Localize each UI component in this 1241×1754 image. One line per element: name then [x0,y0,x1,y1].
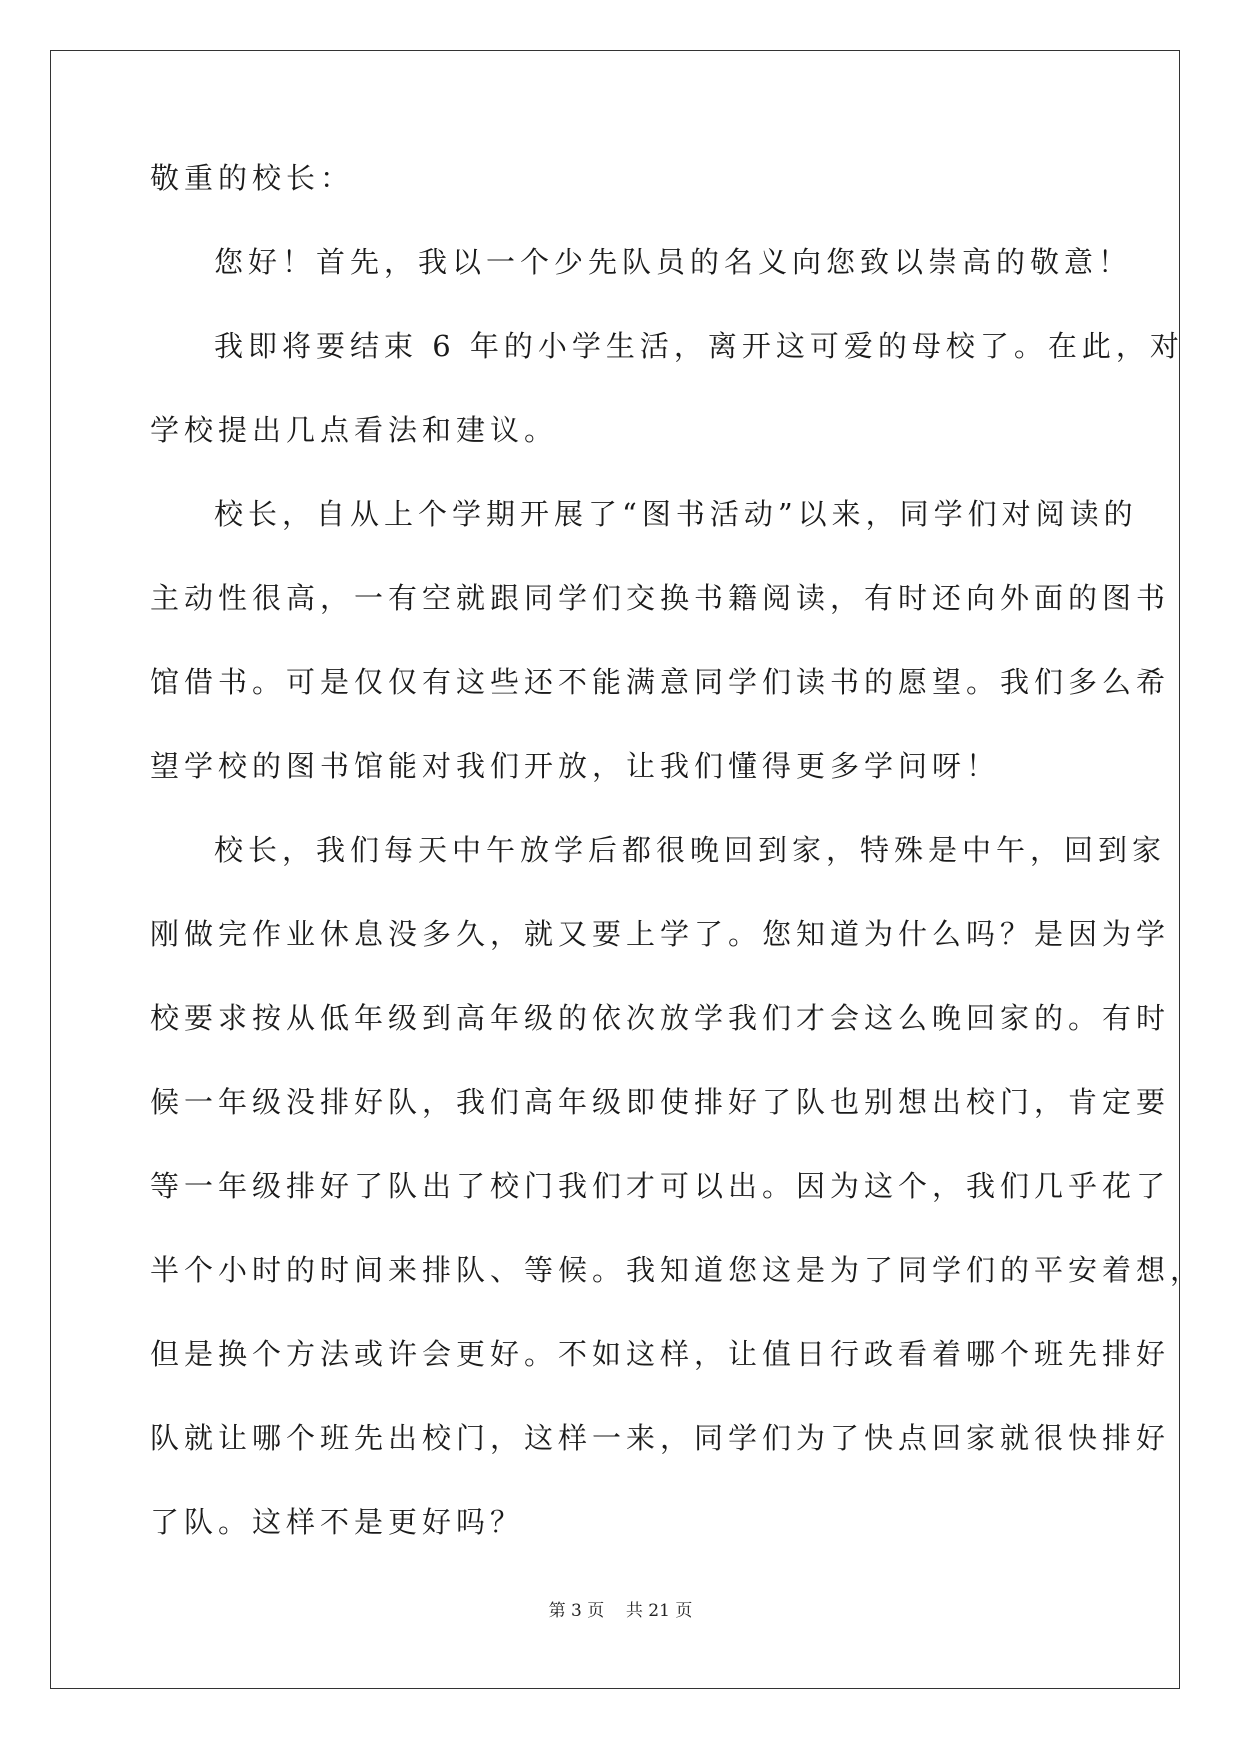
paragraph-line: 您好！首先，我以一个少先队员的名义向您致以崇高的敬意！ [214,245,1133,279]
paragraph-line: 候一年级没排好队，我们高年级即使排好了队也别想出校门，肯定要 [150,1085,1171,1119]
paragraph-line: 队就让哪个班先出校门，这样一来，同学们为了快点回家就很快排好 [150,1421,1171,1455]
paragraph-line: 刚做完作业休息没多久，就又要上学了。您知道为什么吗？是因为学 [150,917,1171,951]
paragraph-line: 学校提出几点看法和建议。 [150,413,559,447]
paragraph-line: 望学校的图书馆能对我们开放，让我们懂得更多学问呀！ [150,749,1001,783]
document-body [150,158,1205,1586]
paragraph-line: 但是换个方法或许会更好。不如这样，让值日行政看着哪个班先排好 [150,1337,1171,1371]
page-footer [0,1596,1241,1621]
paragraph-line: 校长，自从上个学期开展了“图书活动”以来，同学们对阅读的 [214,497,1138,531]
paragraph-line: 我即将要结束 6 年的小学生活，离开这可爱的母校了。在此，对 [214,329,1184,363]
paragraph-line: 半个小时的时间来排队、等候。我知道您这是为了同学们的平安着想， [150,1253,1205,1287]
paragraph-line: 主动性很高，一有空就跟同学们交换书籍阅读，有时还向外面的图书 [150,581,1171,615]
paragraph-line: 了队。这样不是更好吗？ [150,1505,525,1539]
page-total: 共 21 页 [625,1601,693,1621]
paragraph-line: 校长，我们每天中午放学后都很晚回到家，特殊是中午，回到家 [214,833,1167,867]
paragraph-line: 等一年级排好了队出了校门我们才可以出。因为这个，我们几乎花了 [150,1169,1171,1203]
paragraph-line: 馆借书。可是仅仅有这些还不能满意同学们读书的愿望。我们多么希 [150,665,1171,699]
salutation-line: 敬重的校长： [150,161,355,195]
page-number: 第 3 页 [548,1601,605,1621]
paragraph-line: 校要求按从低年级到高年级的依次放学我们才会这么晚回家的。有时 [150,1001,1171,1035]
